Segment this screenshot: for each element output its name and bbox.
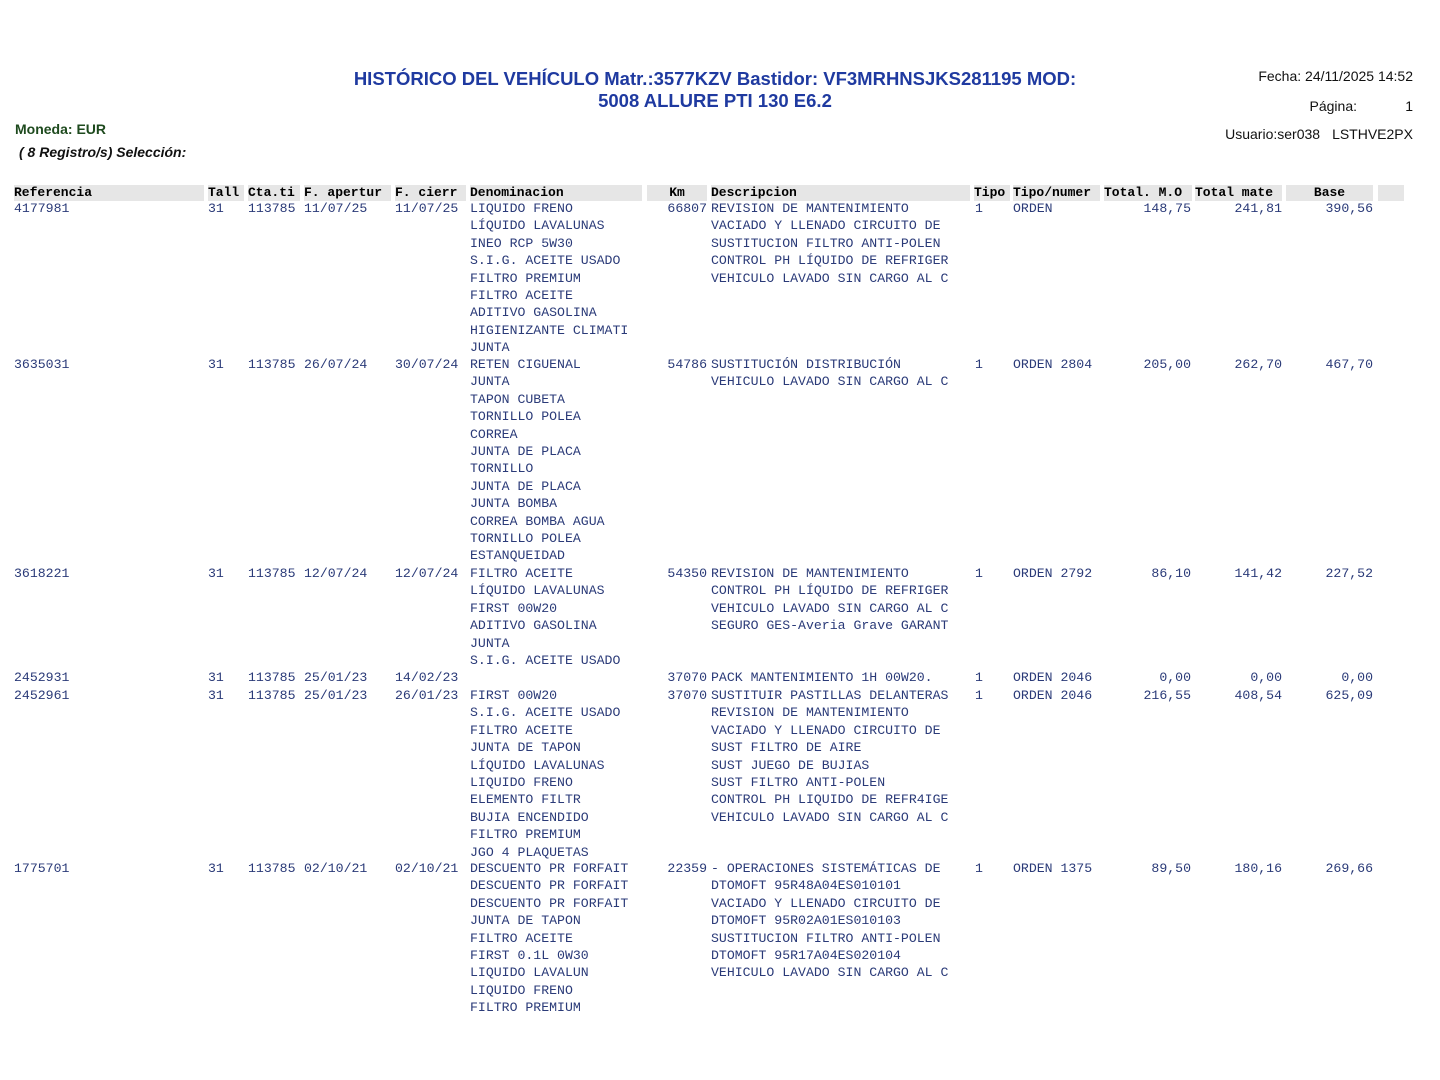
cell-km: 66807 xyxy=(667,201,707,216)
denominacion-line: JUNTA DE PLACA xyxy=(470,478,581,494)
descripcion-line: DTOMOFT 95R02A01ES010103 xyxy=(711,913,901,929)
cell-totalmate: 408,54 xyxy=(1234,688,1282,703)
col-header-km: Km xyxy=(647,185,707,201)
cell-fcierre: 02/10/21 xyxy=(395,861,459,876)
denominacion-line: DESCUENTO PR FORFAIT xyxy=(470,878,629,894)
denominacion-line: S.I.G. ACEITE USADO xyxy=(470,253,621,269)
cell-totalmate: 262,70 xyxy=(1234,357,1282,372)
user-id: Usuario:ser038 xyxy=(1225,126,1321,142)
report-title-line2: 5008 ALLURE PTI 130 E6.2 xyxy=(598,90,832,111)
denominacion-line: FILTRO PREMIUM xyxy=(470,827,581,843)
cell-cta: 113785 xyxy=(248,201,296,216)
denominacion-line: JUNTA BOMBA xyxy=(470,496,558,512)
denominacion-line: LÍQUIDO LAVALUNAS xyxy=(470,757,605,773)
denominacion-line: INEO RCP 5W30 xyxy=(470,235,573,251)
cell-tiponum: ORDEN 2792 xyxy=(1013,566,1093,581)
cell-km: 54350 xyxy=(667,566,707,581)
descripcion-line: REVISION DE MANTENIMIENTO xyxy=(711,566,909,581)
cell-totalmo: 0,00 xyxy=(1159,670,1191,685)
col-header-referencia: Referencia xyxy=(14,185,204,201)
cell-tipo: 1 xyxy=(975,357,983,372)
cell-fcierre: 14/02/23 xyxy=(395,670,459,685)
descripcion-line: PACK MANTENIMIENTO 1H 00W20. xyxy=(711,670,933,685)
descripcion-line: CONTROL PH LIQUIDO DE REFR4IGE xyxy=(711,792,949,808)
cell-fcierre: 30/07/24 xyxy=(395,357,459,372)
cell-km: 37070 xyxy=(667,688,707,703)
cell-descripcion xyxy=(711,669,973,686)
descripcion-line: VEHICULO LAVADO SIN CARGO AL C xyxy=(711,965,949,981)
cell-tiponum: ORDEN 1375 xyxy=(1013,861,1093,876)
descripcion-line: SUSTITUCION FILTRO ANTI-POLEN xyxy=(711,235,941,251)
cell-base: 390,56 xyxy=(1325,201,1373,216)
cell-descripcion xyxy=(711,687,973,826)
col-header-tipo: Tipo xyxy=(974,185,1010,201)
denominacion-line: JUNTA DE TAPON xyxy=(470,913,581,929)
cell-base: 625,09 xyxy=(1325,688,1373,703)
descripcion-line: VEHICULO LAVADO SIN CARGO AL C xyxy=(711,809,949,825)
cell-descripcion xyxy=(711,565,973,635)
cell-tall: 31 xyxy=(208,670,224,685)
denominacion-line: JGO 4 PLAQUETAS xyxy=(470,844,589,860)
cell-referencia: 2452931 xyxy=(14,670,70,685)
cell-fcierre: 12/07/24 xyxy=(395,566,459,581)
cell-tall: 31 xyxy=(208,201,224,216)
cell-totalmo: 205,00 xyxy=(1143,357,1191,372)
cell-tiponum: ORDEN 2046 xyxy=(1013,688,1093,703)
descripcion-line: SUST JUEGO DE BUJIAS xyxy=(711,757,870,773)
descripcion-line: DTOMOFT 95R17A04ES020104 xyxy=(711,948,901,964)
col-header-fapertura: F. apertur xyxy=(304,185,391,201)
cell-descripcion xyxy=(711,356,973,391)
cell-tiponum: ORDEN 2804 xyxy=(1013,357,1093,372)
denominacion-line: JUNTA xyxy=(470,374,510,390)
denominacion-line: JUNTA xyxy=(470,340,510,356)
denominacion-line: JUNTA xyxy=(470,635,510,651)
descripcion-line: CONTROL PH LÍQUIDO DE REFRIGER xyxy=(711,583,949,599)
cell-km: 37070 xyxy=(667,670,707,685)
cell-cta: 113785 xyxy=(248,861,296,876)
descripcion-line: SUST FILTRO DE AIRE xyxy=(711,740,862,756)
cell-totalmate: 180,16 xyxy=(1234,861,1282,876)
col-header-cta: Cta.ti xyxy=(248,185,300,201)
denominacion-line: LÍQUIDO LAVALUNAS xyxy=(470,218,605,234)
cell-tall: 31 xyxy=(208,357,224,372)
denominacion-line: LIQUIDO FRENO xyxy=(470,982,573,998)
denominacion-line: ADITIVO GASOLINA xyxy=(470,305,597,321)
denominacion-line: CORREA xyxy=(470,426,518,442)
denominacion-line: TORNILLO xyxy=(470,461,534,477)
col-header-tiponum: Tipo/numer xyxy=(1013,185,1100,201)
cell-totalmo: 89,50 xyxy=(1151,861,1191,876)
descripcion-line: REVISION DE MANTENIMIENTO xyxy=(711,201,909,216)
denominacion-line: FILTRO ACEITE xyxy=(470,566,573,581)
descripcion-line: SUST FILTRO ANTI-POLEN xyxy=(711,775,886,791)
cell-base: 269,66 xyxy=(1325,861,1373,876)
denominacion-line: JUNTA DE TAPON xyxy=(470,740,581,756)
denominacion-line: FILTRO PREMIUM xyxy=(470,1000,581,1016)
descripcion-line: VEHICULO LAVADO SIN CARGO AL C xyxy=(711,374,949,390)
report-title xyxy=(300,68,1130,112)
cell-km: 54786 xyxy=(667,357,707,372)
denominacion-line: FIRST 0.1L 0W30 xyxy=(470,948,589,964)
descripcion-line: VACIADO Y LLENADO CIRCUITO DE xyxy=(711,722,941,738)
descripcion-line: SUSTITUCIÓN DISTRIBUCIÓN xyxy=(711,357,901,372)
cell-cta: 113785 xyxy=(248,670,296,685)
cell-tall: 31 xyxy=(208,688,224,703)
descripcion-line: VACIADO Y LLENADO CIRCUITO DE xyxy=(711,895,941,911)
cell-base: 227,52 xyxy=(1325,566,1373,581)
cell-denominacion xyxy=(470,860,646,1017)
denominacion-line: CORREA BOMBA AGUA xyxy=(470,513,605,529)
report-title-line1: HISTÓRICO DEL VEHÍCULO Matr.:3577KZV Bastidor: VF3MRHNSJKS281195 MOD: xyxy=(353,68,1077,89)
cell-base: 0,00 xyxy=(1341,670,1373,685)
col-header-tall: Tall xyxy=(208,185,244,201)
cell-km: 22359 xyxy=(667,861,707,876)
cell-fapertura: 12/07/24 xyxy=(304,566,368,581)
cell-denominacion xyxy=(470,687,646,861)
denominacion-line: BUJIA ENCENDIDO xyxy=(470,809,589,825)
denominacion-line: S.I.G. ACEITE USADO xyxy=(470,705,621,721)
descripcion-line: SEGURO GES-Averia Grave GARANT xyxy=(711,618,949,634)
cell-tall: 31 xyxy=(208,566,224,581)
denominacion-line: JUNTA DE PLACA xyxy=(470,444,581,460)
col-header-totalmo: Total. M.O xyxy=(1104,185,1192,201)
descripcion-line: VACIADO Y LLENADO CIRCUITO DE xyxy=(711,218,941,234)
cell-denominacion xyxy=(470,565,646,669)
denominacion-line: FIRST 00W20 xyxy=(470,688,558,703)
cell-totalmo: 86,10 xyxy=(1151,566,1191,581)
denominacion-line: TAPON CUBETA xyxy=(470,391,565,407)
cell-tipo: 1 xyxy=(975,861,983,876)
cell-totalmate: 141,42 xyxy=(1234,566,1282,581)
cell-totalmo: 216,55 xyxy=(1143,688,1191,703)
denominacion-line: ELEMENTO FILTR xyxy=(470,792,581,808)
cell-fapertura: 02/10/21 xyxy=(304,861,368,876)
descripcion-line: CONTROL PH LÍQUIDO DE REFRIGER xyxy=(711,253,949,269)
col-header-denominacion: Denominacion xyxy=(470,185,642,201)
denominacion-line: FILTRO ACEITE xyxy=(470,722,573,738)
denominacion-line: DESCUENTO PR FORFAIT xyxy=(470,861,629,876)
cell-referencia: 2452961 xyxy=(14,688,70,703)
descripcion-line: VEHICULO LAVADO SIN CARGO AL C xyxy=(711,600,949,616)
cell-fapertura: 25/01/23 xyxy=(304,670,368,685)
cell-descripcion xyxy=(711,200,973,287)
cell-tall: 31 xyxy=(208,861,224,876)
page-number: 1 xyxy=(1405,98,1413,114)
denominacion-line: FILTRO ACEITE xyxy=(470,288,573,304)
report-code: LSTHVE2PX xyxy=(1332,126,1413,142)
col-header-fcierre: F. cierr xyxy=(395,185,466,201)
col-header-extra xyxy=(1378,185,1404,201)
col-header-descripcion: Descripcion xyxy=(711,185,970,201)
denominacion-line: LIQUIDO FRENO xyxy=(470,775,573,791)
denominacion-line: S.I.G. ACEITE USADO xyxy=(470,653,621,669)
currency-label: Moneda: EUR xyxy=(15,121,106,137)
denominacion-line: FIRST 00W20 xyxy=(470,600,558,616)
denominacion-line: FILTRO ACEITE xyxy=(470,930,573,946)
cell-tiponum: ORDEN xyxy=(1013,201,1053,216)
col-header-base: Base xyxy=(1286,185,1373,201)
descripcion-line: REVISION DE MANTENIMIENTO xyxy=(711,705,909,721)
cell-cta: 113785 xyxy=(248,688,296,703)
cell-descripcion xyxy=(711,860,973,982)
page-label: Página: xyxy=(1309,98,1357,114)
cell-totalmate: 0,00 xyxy=(1250,670,1282,685)
denominacion-line: LÍQUIDO LAVALUNAS xyxy=(470,583,605,599)
descripcion-line: SUSTITUCION FILTRO ANTI-POLEN xyxy=(711,930,941,946)
denominacion-line: DESCUENTO PR FORFAIT xyxy=(470,895,629,911)
cell-tiponum: ORDEN 2046 xyxy=(1013,670,1093,685)
cell-tipo: 1 xyxy=(975,670,983,685)
denominacion-line: ESTANQUEIDAD xyxy=(470,548,565,564)
cell-base: 467,70 xyxy=(1325,357,1373,372)
report-date: Fecha: 24/11/2025 14:52 xyxy=(1258,68,1413,84)
cell-tipo: 1 xyxy=(975,688,983,703)
col-header-totalmate: Total mate xyxy=(1195,185,1282,201)
cell-fcierre: 26/01/23 xyxy=(395,688,459,703)
user-info xyxy=(1225,126,1413,142)
cell-referencia: 4177981 xyxy=(14,201,70,216)
cell-referencia: 3635031 xyxy=(14,357,70,372)
descripcion-line: - OPERACIONES SISTEMÁTICAS DE xyxy=(711,861,941,876)
descripcion-line: VEHICULO LAVADO SIN CARGO AL C xyxy=(711,270,949,286)
denominacion-line: ADITIVO GASOLINA xyxy=(470,618,597,634)
cell-fapertura: 26/07/24 xyxy=(304,357,368,372)
denominacion-line: FILTRO PREMIUM xyxy=(470,270,581,286)
cell-tipo: 1 xyxy=(975,566,983,581)
denominacion-line: LIQUIDO FRENO xyxy=(470,201,573,216)
cell-totalmate: 241,81 xyxy=(1234,201,1282,216)
denominacion-line: LIQUIDO LAVALUN xyxy=(470,965,589,981)
denominacion-line: TORNILLO POLEA xyxy=(470,409,581,425)
page-indicator xyxy=(1310,98,1413,114)
cell-denominacion xyxy=(470,356,646,565)
descripcion-line: SUSTITUIR PASTILLAS DELANTERAS xyxy=(711,688,949,703)
cell-referencia: 3618221 xyxy=(14,566,70,581)
denominacion-line: HIGIENIZANTE CLIMATI xyxy=(470,322,629,338)
cell-fapertura: 25/01/23 xyxy=(304,688,368,703)
cell-fapertura: 11/07/25 xyxy=(304,201,368,216)
denominacion-line: TORNILLO POLEA xyxy=(470,531,581,547)
cell-cta: 113785 xyxy=(248,357,296,372)
cell-cta: 113785 xyxy=(248,566,296,581)
cell-tipo: 1 xyxy=(975,201,983,216)
cell-totalmo: 148,75 xyxy=(1143,201,1191,216)
cell-fcierre: 11/07/25 xyxy=(395,201,459,216)
cell-referencia: 1775701 xyxy=(14,861,70,876)
denominacion-line: RETEN CIGUENAL xyxy=(470,357,581,372)
descripcion-line: DTOMOFT 95R48A04ES010101 xyxy=(711,878,901,894)
record-count: ( 8 Registro/s) Selección: xyxy=(19,144,187,160)
cell-denominacion xyxy=(470,200,646,357)
